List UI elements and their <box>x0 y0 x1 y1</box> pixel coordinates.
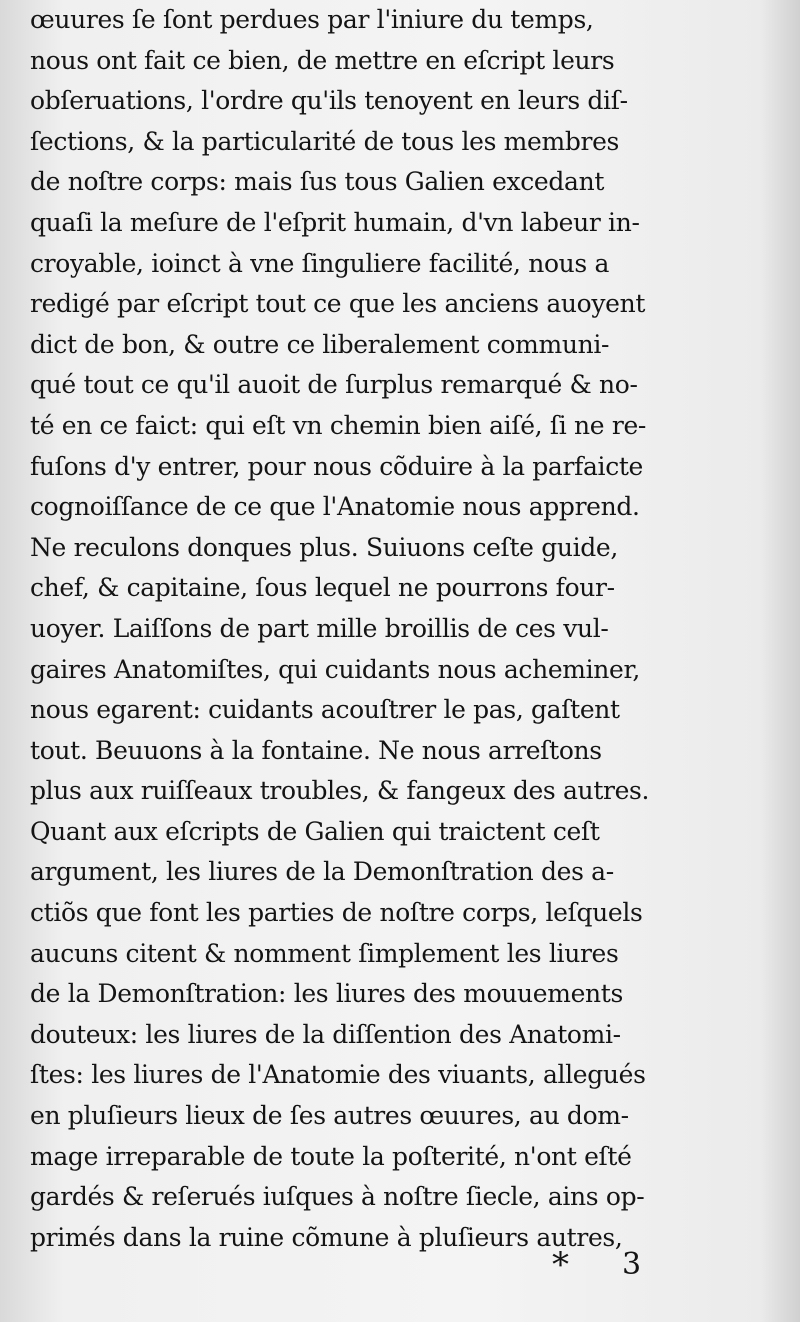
text-line: cognoiſſance de ce que l'Anatomie nous apprend. <box>30 492 640 523</box>
signature-mark: * <box>552 1245 569 1285</box>
text-line: nous ont fait ce bien, de mettre en eſcript leurs <box>30 45 615 76</box>
text-line: douteux: les liures de la diſſention des Anatomi- <box>30 1019 621 1050</box>
text-line: œuures ſe ſont perdues par l'iniure du temps, <box>30 5 594 35</box>
text-line: mage irreparable de toute la poſterité, n'ont eſté <box>30 1141 632 1172</box>
text-line: Quant aux eſcripts de Galien qui traictent ceſt <box>30 816 600 847</box>
page-footer <box>0 1240 800 1290</box>
text-line: argument, les liures de la Demonſtration des a- <box>30 857 614 888</box>
text-line: chef, & capitaine, ſous lequel ne pourrons four- <box>30 573 615 604</box>
text-line: uoyer. Laiſſons de part mille broillis de ces vul- <box>30 613 609 644</box>
text-line: Ne reculons donques plus. Suiuons ceſte guide, <box>30 532 618 563</box>
text-line: ſections, & la particularité de tous les membres <box>30 126 620 157</box>
text-line: fuſons d'y entrer, pour nous cõduire à la parfaicte <box>30 451 644 482</box>
text-line: primés dans la ruine cõmune à pluſieurs autres, <box>30 1222 623 1253</box>
text-line: nous egarent: cuidants acouſtrer le pas, gaſtent <box>30 695 620 726</box>
text-line: de la Demonſtration: les liures des mouuements <box>30 979 623 1010</box>
text-line: dict de bon, & outre ce liberalement communi- <box>30 329 610 360</box>
text-line: tout. Beuuons à la fontaine. Ne nous arreſtons <box>30 735 602 766</box>
text-line: aucuns citent & nomment ſimplement les liures <box>30 938 619 969</box>
text-line: gaires Anatomiſtes, qui cuidants nous acheminer, <box>30 654 640 685</box>
text-line: obſeruations, l'ordre qu'ils tenoyent en leurs diſ- <box>30 86 628 117</box>
text-line: qué tout ce qu'il auoit de ſurplus remarqué & no- <box>30 370 638 401</box>
text-line: ſtes: les liures de l'Anatomie des viuants, allegués <box>30 1060 646 1091</box>
page-body-text <box>30 0 790 1258</box>
text-line: quaſi la meſure de l'eſprit humain, d'vn labeur in- <box>30 207 640 238</box>
text-line: plus aux ruiſſeaux troubles, & fangeux des autres. <box>30 776 650 807</box>
text-line: té en ce faict: qui eſt vn chemin bien aiſé, ſi ne re- <box>30 410 646 441</box>
page-number: 3 <box>622 1247 642 1282</box>
text-line: en pluſieurs lieux de ſes autres œuures, au dom- <box>30 1101 629 1132</box>
text-line: gardés & reſerués iuſques à noſtre ſiecle, ains op- <box>30 1182 645 1213</box>
text-line: croyable, ioinct à vne ſinguliere facilité, nous a <box>30 248 610 279</box>
text-line: redigé par eſcript tout ce que les anciens auoyent <box>30 289 646 320</box>
text-line: de noſtre corps: mais ſus tous Galien excedant <box>30 167 605 198</box>
text-line: ctiõs que font les parties de noſtre corps, leſquels <box>30 898 643 929</box>
